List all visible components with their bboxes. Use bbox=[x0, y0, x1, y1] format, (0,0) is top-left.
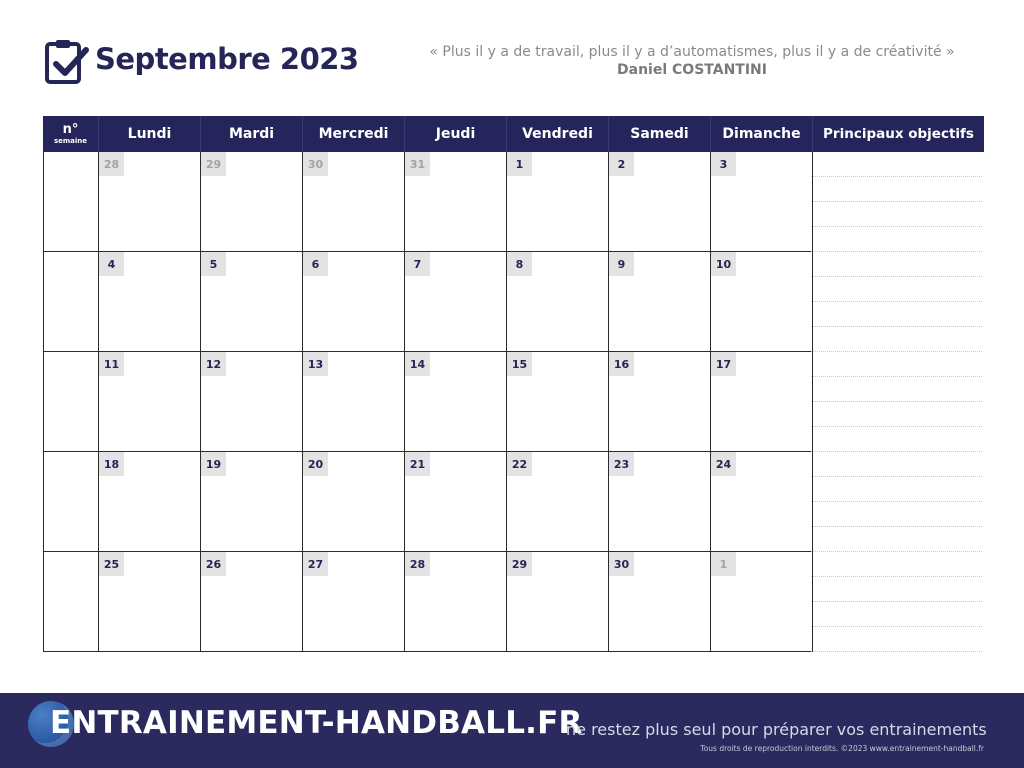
date-badge: 10 bbox=[711, 252, 736, 276]
day-cell[interactable] bbox=[303, 452, 405, 552]
objective-line[interactable] bbox=[811, 377, 982, 402]
day-cell[interactable] bbox=[507, 352, 609, 452]
clipboard-check-icon bbox=[44, 38, 90, 86]
objective-line[interactable] bbox=[811, 627, 982, 652]
day-cell[interactable] bbox=[711, 152, 813, 252]
date-badge: 11 bbox=[99, 352, 124, 376]
objective-line[interactable] bbox=[811, 177, 982, 202]
day-cell[interactable] bbox=[99, 152, 201, 252]
day-cell[interactable] bbox=[201, 152, 303, 252]
day-cell[interactable] bbox=[711, 252, 813, 352]
day-cell[interactable] bbox=[507, 152, 609, 252]
day-cell[interactable] bbox=[609, 452, 711, 552]
objective-line[interactable] bbox=[811, 202, 982, 227]
objective-line[interactable] bbox=[811, 577, 982, 602]
day-cell[interactable] bbox=[201, 452, 303, 552]
day-header-tuesday: Mardi bbox=[201, 116, 303, 152]
footer-tagline: ne restez plus seul pour préparer vos entrainements bbox=[566, 720, 987, 739]
date-badge: 17 bbox=[711, 352, 736, 376]
day-header-saturday: Samedi bbox=[609, 116, 711, 152]
objective-line[interactable] bbox=[811, 477, 982, 502]
week-number-label: n° bbox=[62, 122, 79, 137]
date-badge: 4 bbox=[99, 252, 124, 276]
day-cell[interactable] bbox=[609, 352, 711, 452]
objective-line[interactable] bbox=[811, 452, 982, 477]
day-header-sunday: Dimanche bbox=[711, 116, 813, 152]
objective-line[interactable] bbox=[811, 527, 982, 552]
date-badge: 3 bbox=[711, 152, 736, 176]
day-cell[interactable] bbox=[99, 552, 201, 652]
date-badge: 12 bbox=[201, 352, 226, 376]
day-header-monday: Lundi bbox=[99, 116, 201, 152]
day-cell[interactable] bbox=[303, 152, 405, 252]
week-number-cell[interactable] bbox=[43, 552, 99, 652]
objective-line[interactable] bbox=[811, 302, 982, 327]
day-cell[interactable] bbox=[711, 452, 813, 552]
date-badge: 23 bbox=[609, 452, 634, 476]
day-header-wednesday: Mercredi bbox=[303, 116, 405, 152]
day-cell[interactable] bbox=[609, 552, 711, 652]
objective-line[interactable] bbox=[811, 427, 982, 452]
page-footer bbox=[0, 693, 1024, 768]
objective-line[interactable] bbox=[811, 402, 982, 427]
day-cell[interactable] bbox=[507, 452, 609, 552]
week-number-header bbox=[43, 116, 99, 152]
date-badge: 31 bbox=[405, 152, 430, 176]
day-cell[interactable] bbox=[711, 552, 813, 652]
day-cell[interactable] bbox=[303, 252, 405, 352]
day-cell[interactable] bbox=[303, 352, 405, 452]
date-badge: 29 bbox=[507, 552, 532, 576]
day-cell[interactable] bbox=[507, 552, 609, 652]
day-cell[interactable] bbox=[609, 152, 711, 252]
day-cell[interactable] bbox=[711, 352, 813, 452]
day-cell[interactable] bbox=[609, 252, 711, 352]
date-badge: 9 bbox=[609, 252, 634, 276]
objective-line[interactable] bbox=[811, 327, 982, 352]
objective-line[interactable] bbox=[811, 502, 982, 527]
page-title: Septembre 2023 bbox=[95, 42, 359, 76]
page-header bbox=[0, 0, 1024, 110]
quote-author: Daniel COSTANTINI bbox=[617, 62, 767, 78]
objective-line[interactable] bbox=[811, 602, 982, 627]
objective-line[interactable] bbox=[811, 277, 982, 302]
date-badge: 22 bbox=[507, 452, 532, 476]
objective-line[interactable] bbox=[811, 227, 982, 252]
date-badge: 30 bbox=[303, 152, 328, 176]
date-badge: 5 bbox=[201, 252, 226, 276]
week-number-cell[interactable] bbox=[43, 452, 99, 552]
date-badge: 7 bbox=[405, 252, 430, 276]
date-badge: 16 bbox=[609, 352, 634, 376]
footer-brand: ENTRAINEMENT-HANDBALL.FR bbox=[50, 705, 583, 741]
day-header-thursday: Jeudi bbox=[405, 116, 507, 152]
date-badge: 30 bbox=[609, 552, 634, 576]
calendar-header-row bbox=[43, 116, 984, 152]
day-cell[interactable] bbox=[405, 352, 507, 452]
date-badge: 1 bbox=[711, 552, 736, 576]
date-badge: 28 bbox=[405, 552, 430, 576]
date-badge: 26 bbox=[201, 552, 226, 576]
date-badge: 19 bbox=[201, 452, 226, 476]
objective-line[interactable] bbox=[811, 352, 982, 377]
day-cell[interactable] bbox=[99, 452, 201, 552]
date-badge: 6 bbox=[303, 252, 328, 276]
objectives-lines[interactable] bbox=[811, 152, 982, 654]
date-badge: 27 bbox=[303, 552, 328, 576]
day-cell[interactable] bbox=[405, 452, 507, 552]
date-badge: 2 bbox=[609, 152, 634, 176]
objective-line[interactable] bbox=[811, 152, 982, 177]
quote-text: « Plus il y a de travail, plus il y a d’automatismes, plus il y a de créativité » bbox=[429, 44, 955, 60]
week-number-cell[interactable] bbox=[43, 352, 99, 452]
date-badge: 25 bbox=[99, 552, 124, 576]
day-cell[interactable] bbox=[99, 252, 201, 352]
date-badge: 15 bbox=[507, 352, 532, 376]
day-cell[interactable] bbox=[405, 152, 507, 252]
day-header-friday: Vendredi bbox=[507, 116, 609, 152]
date-badge: 24 bbox=[711, 452, 736, 476]
day-cell[interactable] bbox=[507, 252, 609, 352]
objective-line[interactable] bbox=[811, 252, 982, 277]
day-cell[interactable] bbox=[405, 252, 507, 352]
day-cell[interactable] bbox=[201, 352, 303, 452]
date-badge: 20 bbox=[303, 452, 328, 476]
day-cell[interactable] bbox=[405, 552, 507, 652]
date-badge: 21 bbox=[405, 452, 430, 476]
date-badge: 13 bbox=[303, 352, 328, 376]
day-cell[interactable] bbox=[303, 552, 405, 652]
week-number-cell[interactable] bbox=[43, 152, 99, 252]
objectives-header: Principaux objectifs bbox=[823, 126, 974, 142]
objective-line[interactable] bbox=[811, 552, 982, 577]
date-badge: 29 bbox=[201, 152, 226, 176]
week-number-sublabel: semaine bbox=[53, 137, 88, 145]
day-cell[interactable] bbox=[99, 352, 201, 452]
day-cell[interactable] bbox=[201, 252, 303, 352]
date-badge: 1 bbox=[507, 152, 532, 176]
footer-copyright: Tous droits de reproduction interdits. ©2023 www.entrainement-handball.fr bbox=[700, 744, 984, 753]
day-cell[interactable] bbox=[201, 552, 303, 652]
date-badge: 14 bbox=[405, 352, 430, 376]
date-badge: 8 bbox=[507, 252, 532, 276]
date-badge: 28 bbox=[99, 152, 124, 176]
quote-block bbox=[412, 44, 972, 78]
week-number-cell[interactable] bbox=[43, 252, 99, 352]
date-badge: 18 bbox=[99, 452, 124, 476]
